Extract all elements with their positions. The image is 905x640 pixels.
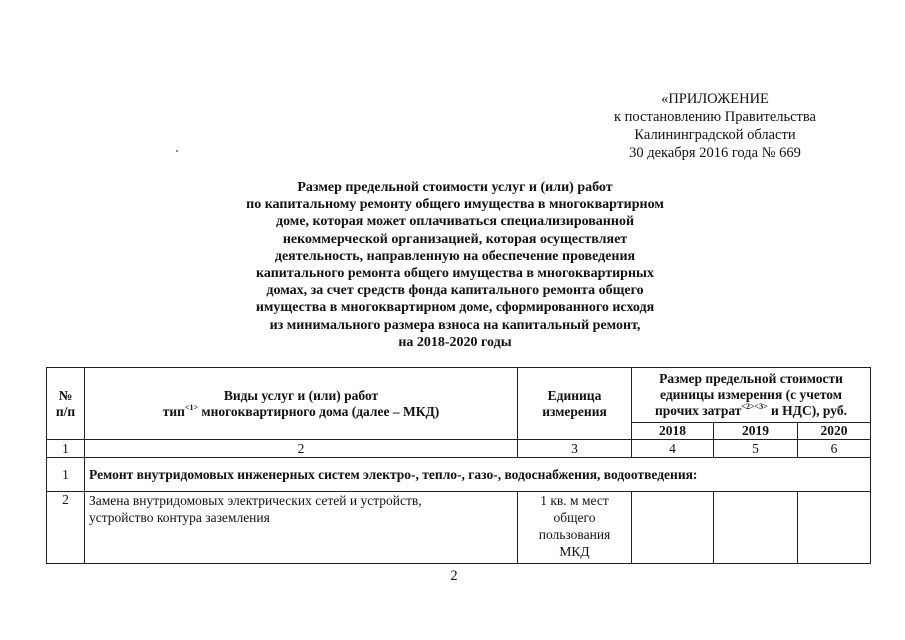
header-year-2020: 2020 [798, 423, 871, 440]
cost-table [46, 367, 871, 564]
col-number: 5 [714, 440, 798, 458]
col-number: 1 [47, 440, 85, 458]
row-num: 2 [47, 492, 85, 564]
header-year-2019: 2019 [714, 423, 798, 440]
title-line: домах, за счет средств фонда капитального ремонта общего [266, 283, 644, 299]
row-work: Замена внутридомовых электрических сетей и устройств, устройство контура заземления [85, 492, 518, 564]
annex-line: Калининградской области [634, 127, 796, 143]
row-value-2018 [632, 492, 714, 564]
col-number: 2 [85, 440, 518, 458]
title-line: некоммерческой организацией, которая осуществляет [282, 231, 628, 247]
section-row [47, 458, 871, 492]
table-row [47, 492, 871, 564]
col-number: 6 [798, 440, 871, 458]
title-line: доме, которая может оплачиваться специализированной [275, 214, 635, 230]
title-line: по капитальному ремонту общего имущества в многоквартирном [246, 197, 664, 213]
header-year-2018: 2018 [632, 423, 714, 440]
header-cost: Размер предельной стоимости единицы измерения (с учетом прочих затрат$^{<2><3>}$ и НДС), руб. [632, 368, 871, 423]
annex-line: 30 декабря 2016 года № 669 [629, 145, 801, 161]
document-title [190, 179, 720, 351]
annex-line: к постановлению Правительства [614, 109, 816, 125]
header-num: № п/п [47, 368, 85, 440]
title-line: Размер предельной стоимости услуг и (или) работ [297, 180, 613, 195]
title-line: имущества в многоквартирном доме, сформированного исходя [255, 300, 655, 316]
title-line: на 2018-2020 годы [398, 334, 512, 350]
title-line: деятельность, направленную на обеспечение проведения [274, 248, 636, 264]
col-number: 3 [518, 440, 632, 458]
row-unit: 1 кв. м мест общего пользования МКД [518, 492, 632, 564]
title-line: капитального ремонта общего имущества в многоквартирных [256, 266, 654, 282]
scan-speck [176, 150, 178, 152]
column-number-row [47, 440, 871, 458]
page-number: 2 [450, 568, 458, 584]
header-unit: Единица измерения [518, 368, 632, 440]
title-line: из минимального размера взноса на капитальный ремонт, [269, 317, 641, 333]
row-value-2020 [798, 492, 871, 564]
annex-line: «ПРИЛОЖЕНИЕ [661, 91, 769, 107]
annex-header [600, 90, 830, 162]
col-number: 4 [632, 440, 714, 458]
header-works: Виды услуг и (или) работ тип$^{<1>}$ многоквартирного дома (далее – МКД) [85, 368, 518, 440]
section-num: 1 [47, 458, 85, 492]
row-value-2019 [714, 492, 798, 564]
section-title: Ремонт внутридомовых инженерных систем электро-, тепло-, газо-, водоснабжения, водоотведения: [85, 458, 871, 492]
